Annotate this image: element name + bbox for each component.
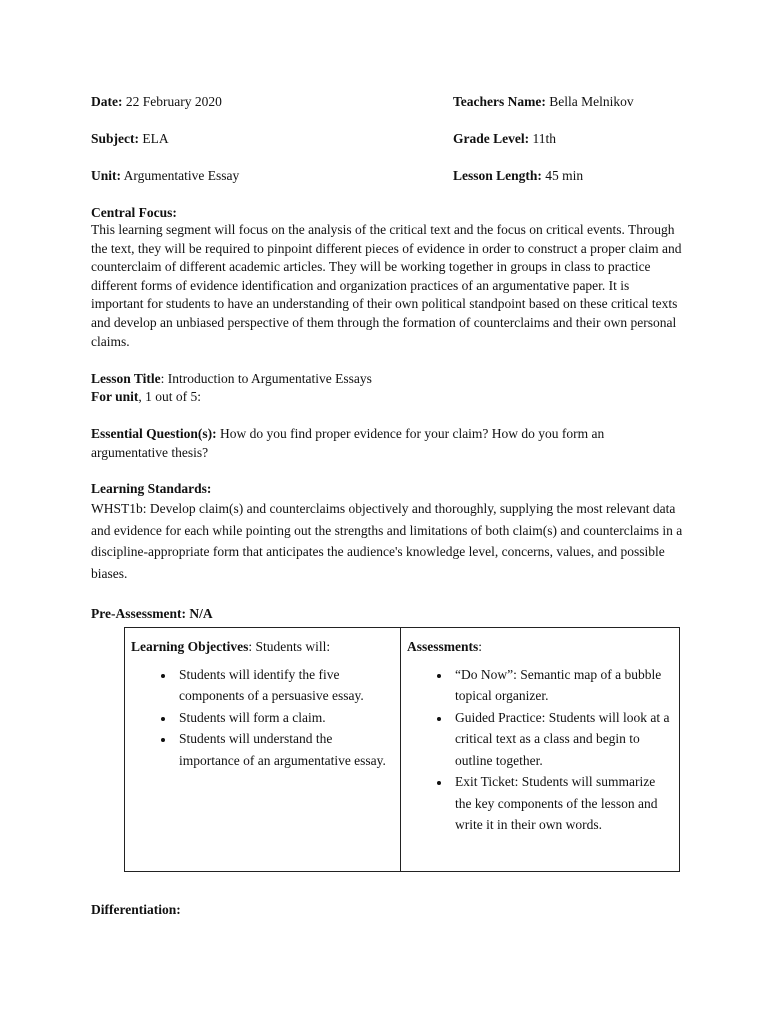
- list-item: • Students will understand the importance of an argumentative essay.: [175, 728, 394, 771]
- unit-label: Unit:: [91, 168, 121, 183]
- teacher-value: Bella Melnikov: [549, 94, 634, 109]
- grade-field: [453, 131, 556, 147]
- for-unit-value: , 1 out of 5:: [138, 389, 202, 404]
- teacher-label: Teachers Name:: [453, 94, 546, 109]
- unit-value: Argumentative Essay: [123, 168, 240, 183]
- lesson-length-label: Lesson Length:: [453, 168, 542, 183]
- date-field: [91, 94, 222, 110]
- subject-field: [91, 131, 169, 147]
- learning-objectives-cell: [125, 628, 401, 871]
- central-focus-text: This learning segment will focus on the analysis of the critical text and the focus on critical events. Through the text, they will be required to pinpoint different pieces of evidence in order to construct a proper claim and counterclaim of different academic articles. They will be working together in groups in class to practice different forms of evidence identification and organization practices of an argumentative paper. It is important for students to have an understanding of their own political standpoint based on these critical texts and develop an unbiased perspective of them through the formation of counterclaims and their own personal claims.: [91, 222, 682, 349]
- list-item: • Students will identify the five components of a persuasive essay.: [175, 664, 394, 707]
- essential-question: [91, 425, 683, 462]
- learning-standards-text: WHST1b: Develop claim(s) and counterclaims objectively and thoroughly, supplying the most relevant data and evidence for each while pointing out the strengths and limitations of both claim(s) and counterclaims in a discipline-appropriate form that anticipates the audience's knowledge level, concerns, values, and possible biases.: [91, 501, 683, 581]
- lesson-title-value: : Introduction to Argumentative Essays: [160, 371, 372, 386]
- grade-label: Grade Level:: [453, 131, 530, 146]
- lesson-title-label: Lesson Title: [91, 371, 161, 386]
- unit-field: [91, 168, 239, 184]
- for-unit-label: For unit: [91, 389, 139, 404]
- date-label: Date:: [91, 94, 123, 109]
- lesson-length-value: 45 min: [545, 168, 584, 183]
- assessments-list: [407, 664, 673, 836]
- essential-question-label: Essential Question(s):: [91, 426, 217, 441]
- list-item: • Students will form a claim.: [175, 707, 394, 729]
- assessments-heading: Assessments:: [407, 639, 483, 654]
- subject-label: Subject:: [91, 131, 139, 146]
- date-value: 22 February 2020: [125, 94, 222, 109]
- list-item: • Exit Ticket: Students will summarize the key components of the lesson and write it in their own words.: [451, 771, 673, 836]
- list-item: • “Do Now”: Semantic map of a bubble topical organizer.: [451, 664, 673, 707]
- central-focus-heading: Central Focus:: [91, 205, 177, 220]
- lesson-title-line: [91, 371, 372, 387]
- for-unit-line: [91, 389, 201, 405]
- objectives-assessments-table: [124, 627, 680, 872]
- subject-value: ELA: [142, 131, 169, 146]
- learning-standards-heading: Learning Standards:: [91, 481, 212, 496]
- lesson-length-field: [453, 168, 583, 184]
- teacher-field: [453, 94, 634, 110]
- learning-objectives-list: [131, 664, 394, 772]
- list-item: • Guided Practice: Students will look at a critical text as a class and begin to outline together.: [451, 707, 673, 772]
- learning-objectives-heading: Learning Objectives: Students will:: [131, 639, 331, 654]
- differentiation-heading: Differentiation:: [91, 902, 181, 917]
- grade-value: 11th: [532, 131, 556, 146]
- essential-question-text: How do you find proper evidence for your claim? How do you form an argumentative thesis?: [91, 426, 605, 460]
- assessments-cell: [401, 628, 679, 871]
- pre-assessment: Pre-Assessment: N/A: [91, 606, 213, 621]
